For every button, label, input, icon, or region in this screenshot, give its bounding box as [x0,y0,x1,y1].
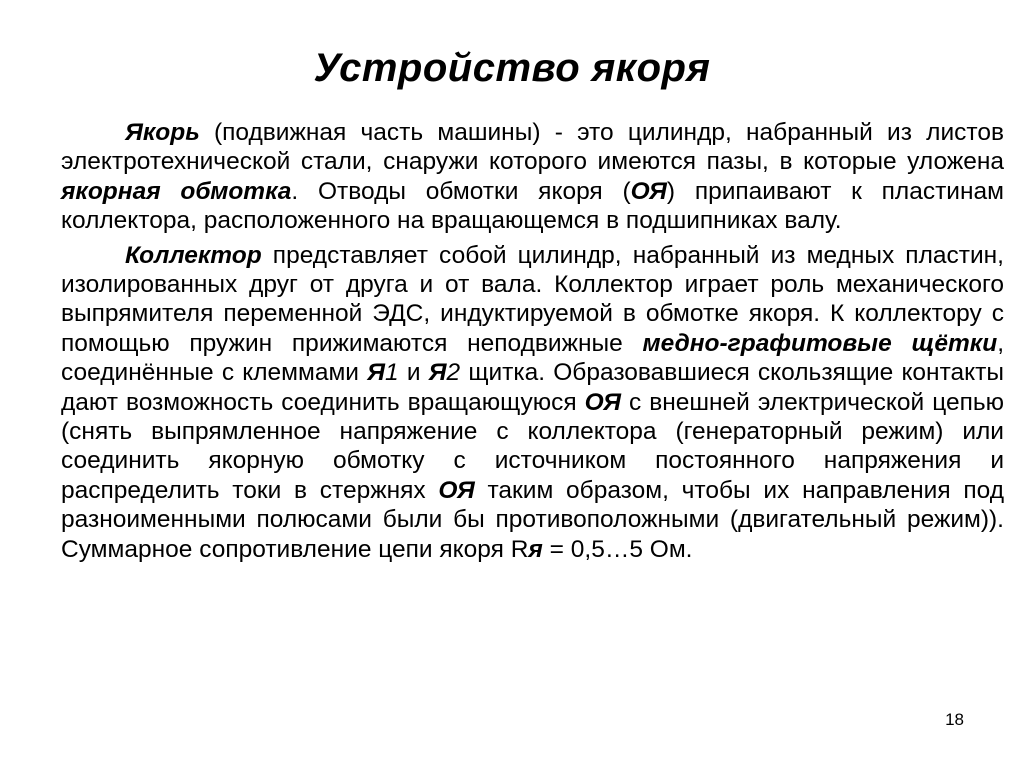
slide-title: Устройство якоря [313,46,711,90]
page-number: 18 [945,710,964,729]
term-oya: ОЯ [438,476,475,504]
term-ya2-digit: 2 [446,359,461,387]
paragraph-armature [61,118,1004,236]
text-segment: с внешней электрической цепью (снять выпрямленное напряжение с коллектора (генераторный режим) или соединить якорную обмотку с источником постоянного напряжения и распределить токи в стержнях [61,388,1004,504]
text-segment: = 0,5…5 Ом. [542,535,693,563]
term-resistance-subscript: я [528,535,543,563]
text-segment: (подвижная часть машины) - это цилиндр, набранный из листов электротехнической стали, снаружи которого имеются пазы, в которые уложена [61,119,1004,176]
text-segment: . Отводы обмотки якоря ( [291,177,631,205]
term-copper-graphite-brushes: медно-графитовые щётки [642,329,998,357]
term-ya2-letter: Я [428,359,447,387]
term-ya1-digit: 1 [385,359,399,387]
paragraph-commutator [61,241,1004,564]
term-oya: ОЯ [584,388,621,416]
text-segment: и [398,359,429,387]
body-text [61,118,1004,564]
term-armature: Якорь [125,119,200,146]
text-segment: таким образом, чтобы их направления под разноименными полюсами были бы противоположными (двигательный режим)). Суммарное сопротивление цепи якоря R [61,476,1004,563]
term-oya: ОЯ [630,177,667,205]
term-commutator: Коллектор [125,241,262,269]
text-segment: представляет собой цилиндр, набранный из медных пластин, изолированных друг от друга и от вала. Коллектор играет роль механического выпрямителя переменной ЭДС, индуктируемой в обмотке якоря. К коллектору с помощью пружин прижимаются неподвижные [61,241,1004,357]
text-segment: щитка. Образовавшиеся скользящие контакты дают возможность соединить вращающуюся [61,359,1004,416]
text-segment: , соединённые с клеммами [61,329,1005,387]
term-ya1-letter: Я [367,359,386,387]
term-armature-winding: якорная обмотка [61,177,292,205]
text-segment: ) припаивают к пластинам коллектора, расположенного на вращающемся в подшипниках валу. [61,177,1004,235]
